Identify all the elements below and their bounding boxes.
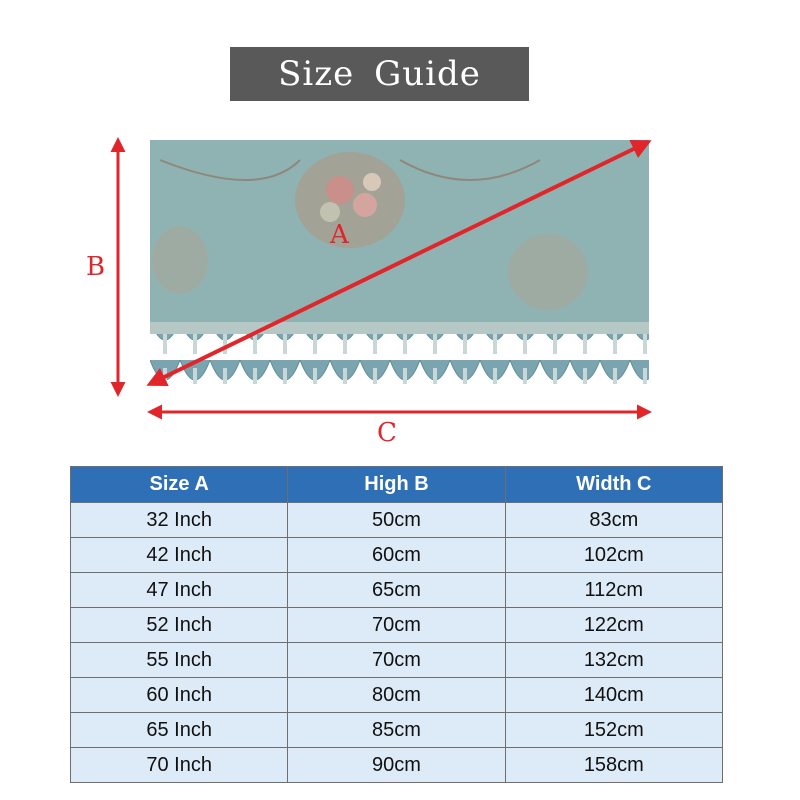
cell-high-b: 60cm bbox=[288, 538, 505, 573]
label-b: B bbox=[86, 252, 106, 282]
table-row bbox=[71, 503, 723, 538]
cell-high-b: 90cm bbox=[288, 748, 505, 783]
cell-high-b: 80cm bbox=[288, 678, 505, 713]
fabric-fringe bbox=[150, 334, 649, 384]
cell-size-a: 42 Inch bbox=[71, 538, 288, 573]
cell-high-b: 50cm bbox=[288, 503, 505, 538]
cell-width-c: 102cm bbox=[505, 538, 722, 573]
cell-width-c: 122cm bbox=[505, 608, 722, 643]
cell-size-a: 32 Inch bbox=[71, 503, 288, 538]
cell-width-c: 158cm bbox=[505, 748, 722, 783]
column-header-high-b: High B bbox=[288, 467, 505, 503]
cell-high-b: 85cm bbox=[288, 713, 505, 748]
cell-high-b: 70cm bbox=[288, 643, 505, 678]
cell-size-a: 60 Inch bbox=[71, 678, 288, 713]
cell-width-c: 83cm bbox=[505, 503, 722, 538]
cell-high-b: 70cm bbox=[288, 608, 505, 643]
label-a: A bbox=[330, 220, 349, 250]
label-c: C bbox=[377, 418, 397, 448]
table-row bbox=[71, 713, 723, 748]
cell-high-b: 65cm bbox=[288, 573, 505, 608]
column-header-width-c: Width C bbox=[505, 467, 722, 503]
cell-size-a: 70 Inch bbox=[71, 748, 288, 783]
cell-size-a: 55 Inch bbox=[71, 643, 288, 678]
cell-width-c: 140cm bbox=[505, 678, 722, 713]
size-table bbox=[70, 466, 723, 783]
table-row bbox=[71, 608, 723, 643]
size-diagram bbox=[0, 120, 800, 450]
table-row bbox=[71, 748, 723, 783]
column-header-size-a: Size A bbox=[71, 467, 288, 503]
fabric-trim bbox=[150, 322, 649, 334]
table-row bbox=[71, 538, 723, 573]
cell-size-a: 65 Inch bbox=[71, 713, 288, 748]
cell-size-a: 52 Inch bbox=[71, 608, 288, 643]
table-row bbox=[71, 643, 723, 678]
page-title: Size Guide bbox=[230, 47, 529, 101]
cell-width-c: 132cm bbox=[505, 643, 722, 678]
cell-width-c: 112cm bbox=[505, 573, 722, 608]
table-header-row bbox=[71, 467, 723, 503]
cell-width-c: 152cm bbox=[505, 713, 722, 748]
table-row bbox=[71, 573, 723, 608]
table-row bbox=[71, 678, 723, 713]
cell-size-a: 47 Inch bbox=[71, 573, 288, 608]
